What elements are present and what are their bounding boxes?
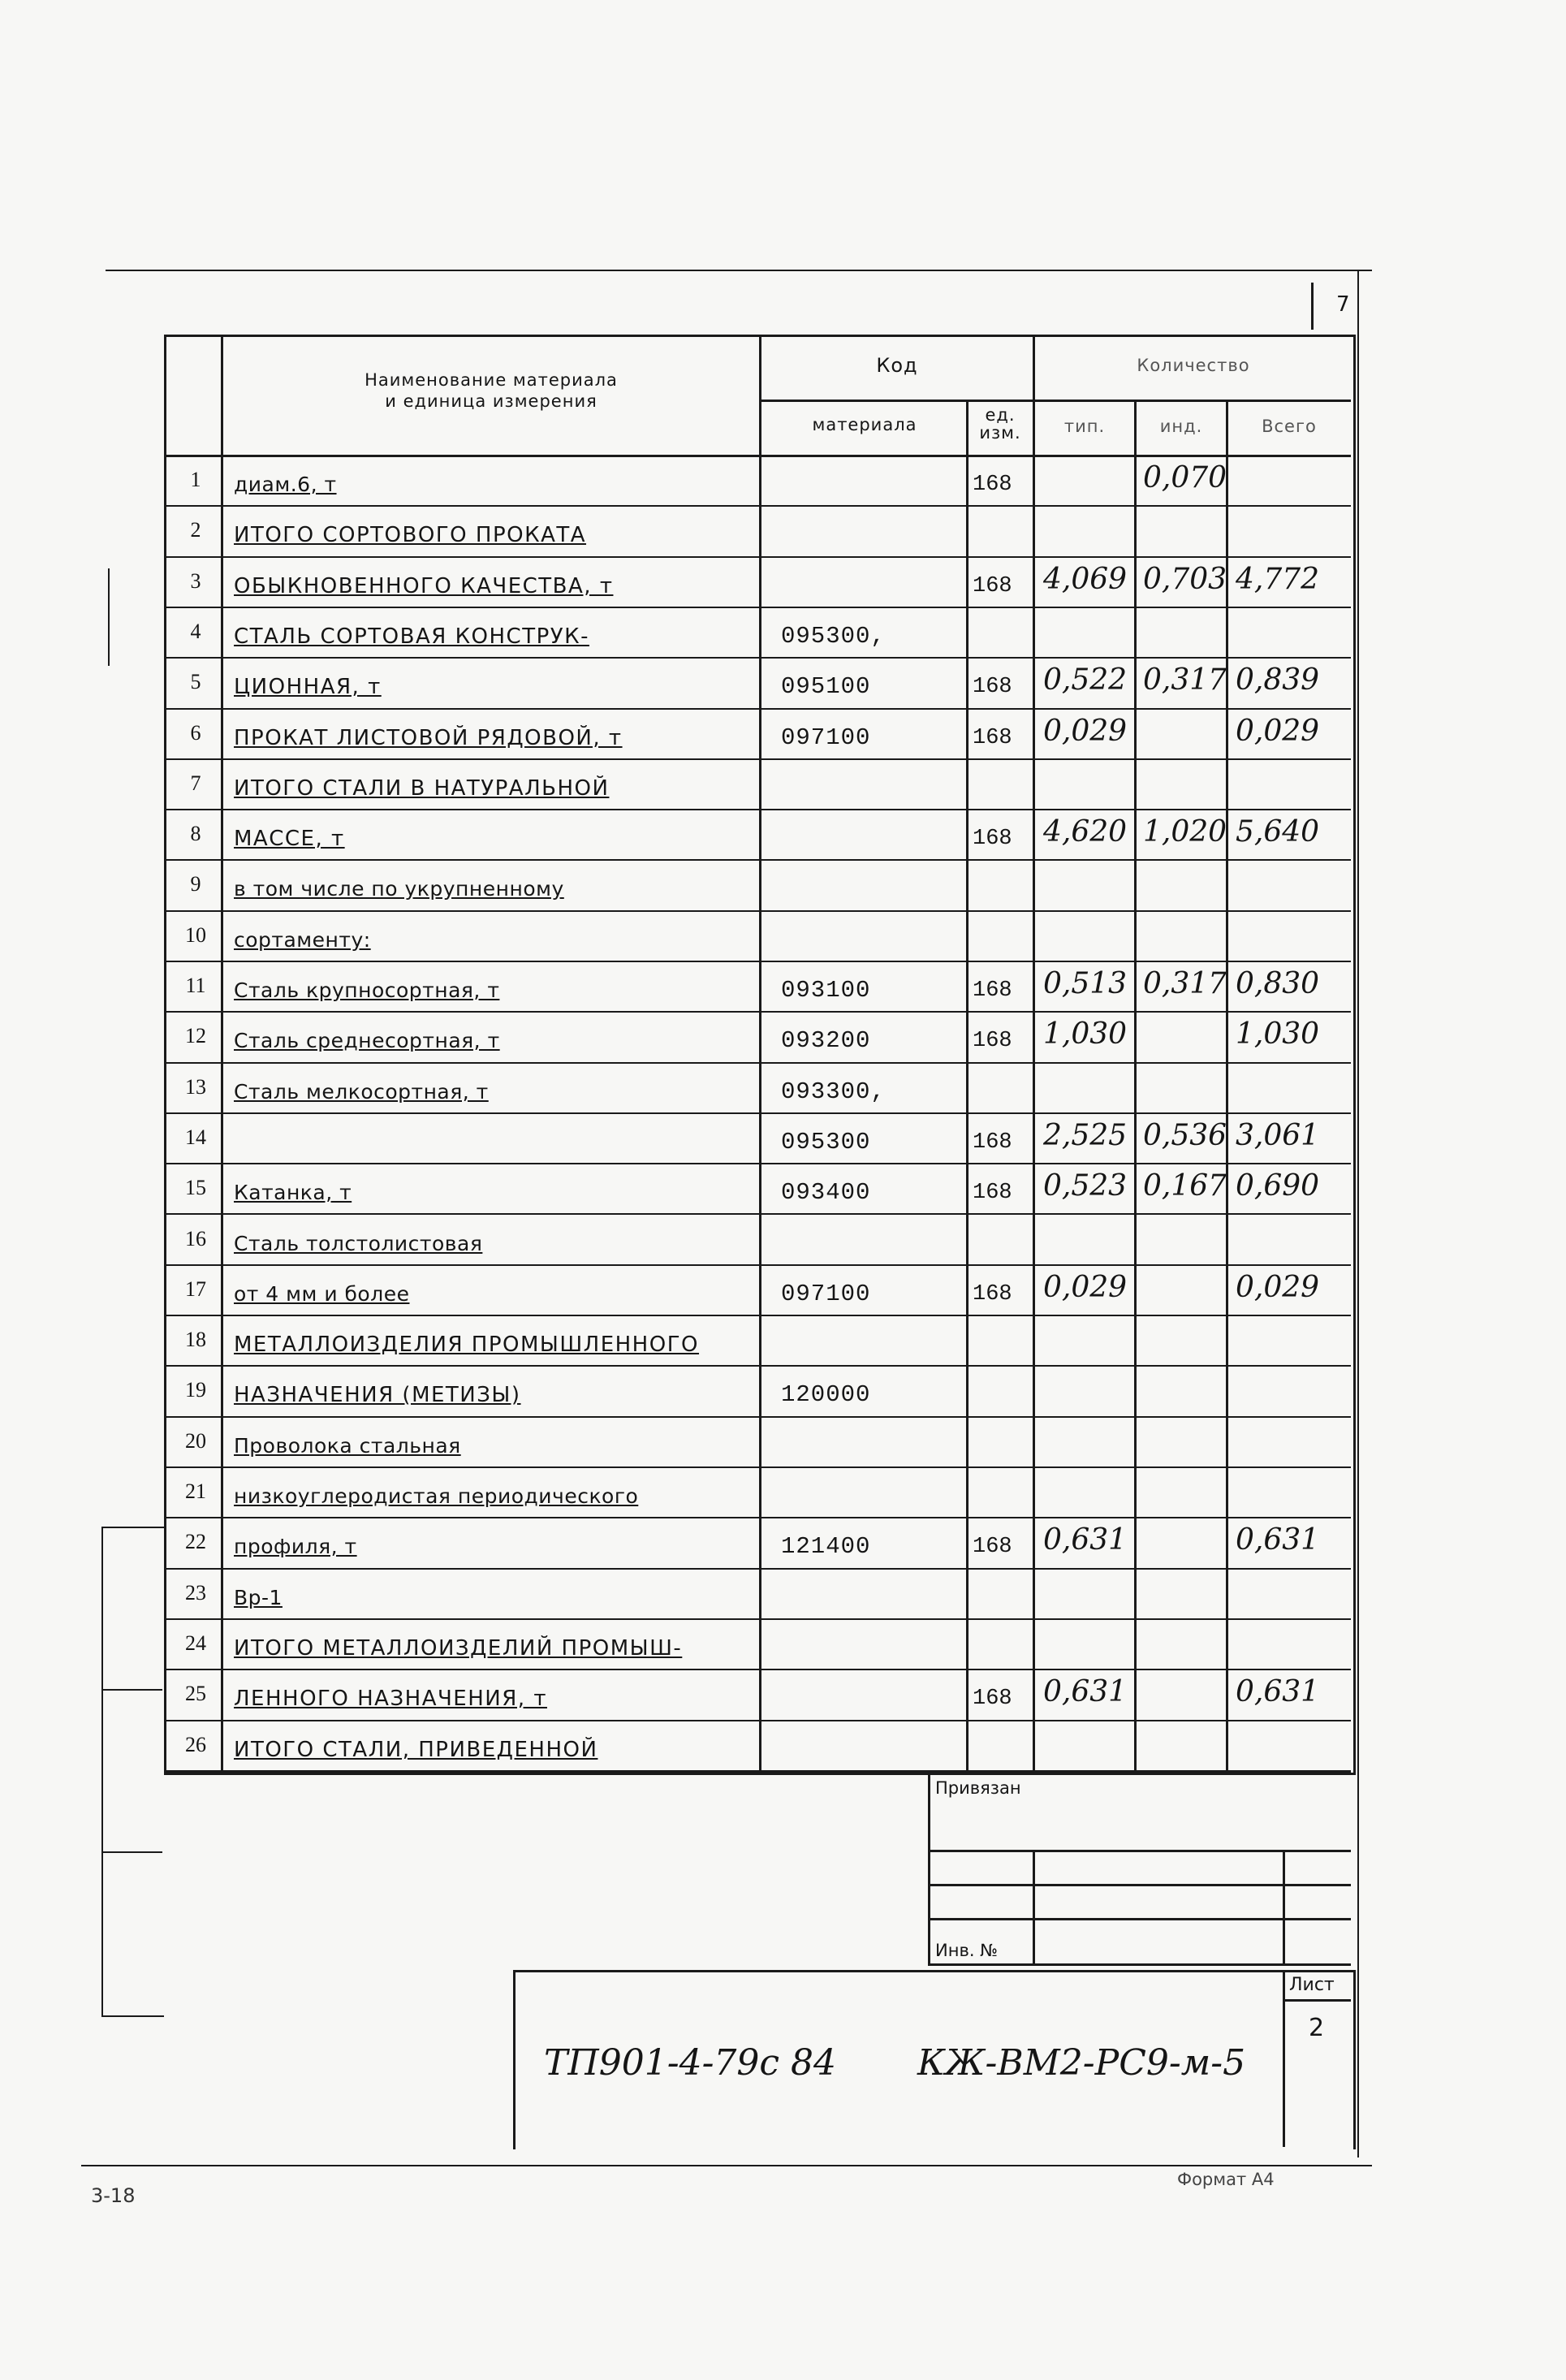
row-number: 5 (190, 670, 201, 693)
stamp-grid-col-2 (1283, 1850, 1285, 1963)
unit-code: 168 (973, 574, 1012, 598)
qty-tip: 1,030 (1043, 1017, 1128, 1051)
qty-ind: 0,317 (1143, 663, 1227, 697)
row-divider (164, 1365, 1351, 1367)
unit-code: 168 (973, 1181, 1012, 1205)
row-number: 26 (185, 1733, 206, 1756)
qty-total: 3,061 (1236, 1119, 1320, 1152)
material-name: МАССЕ, т (234, 827, 345, 851)
qty-ind: 0,703 (1143, 563, 1227, 596)
row-number: 16 (185, 1227, 206, 1250)
unit-code: 168 (973, 473, 1012, 497)
row-number: 15 (185, 1176, 206, 1199)
material-name: ИТОГО СОРТОВОГО ПРОКАТА (234, 523, 587, 547)
material-name: ИТОГО СТАЛИ, ПРИВЕДЕННОЙ (234, 1738, 598, 1762)
doc-code-left: ТП901-4-79с 84 (544, 2042, 837, 2084)
row-number: 20 (185, 1429, 206, 1453)
header-qty-total: Всего (1262, 417, 1317, 436)
sheet-label: Лист (1289, 1975, 1335, 1995)
unit-code: 168 (973, 1282, 1012, 1307)
privyazan-label: Привязан (935, 1778, 1021, 1798)
row-number: 7 (190, 771, 201, 795)
qty-total: 0,631 (1236, 1523, 1320, 1557)
row-divider (164, 505, 1351, 507)
row-number: 19 (185, 1378, 206, 1402)
right-border-line (1357, 270, 1359, 2158)
qty-tip: 0,029 (1043, 1271, 1128, 1304)
row-number: 13 (185, 1075, 206, 1099)
material-code: 093200 (781, 1027, 871, 1054)
unit-code: 168 (973, 1130, 1012, 1155)
material-name: Сталь крупносортная, т (234, 978, 500, 1002)
unit-code: 168 (973, 1029, 1012, 1053)
qty-total: 5,640 (1236, 815, 1320, 849)
stamp-grid-line-3 (928, 1918, 1351, 1920)
binding-line-1 (101, 1689, 162, 1691)
row-divider (164, 1213, 1351, 1215)
row-divider (164, 607, 1351, 608)
qty-total: 0,029 (1236, 1271, 1320, 1304)
row-divider (164, 556, 1351, 558)
row-divider (164, 1011, 1351, 1013)
material-name: Сталь среднесортная, т (234, 1029, 500, 1052)
header-bottom-line (164, 455, 1351, 457)
material-code: 095300 (781, 1129, 871, 1155)
qty-total: 0,631 (1236, 1675, 1320, 1708)
row-number: 11 (185, 974, 206, 997)
header-material-code: материала (812, 415, 917, 434)
row-divider (164, 1416, 1351, 1418)
material-name: Сталь толстолистовая (234, 1232, 483, 1255)
inv-label: Инв. № (935, 1941, 999, 1960)
bottom-border-line (81, 2165, 1372, 2166)
sheet-label-line (1283, 1999, 1351, 2002)
row-divider (164, 1618, 1351, 1620)
unit-code: 168 (973, 726, 1012, 750)
material-name: ЦИОННАЯ, т (234, 675, 382, 699)
unit-code: 168 (973, 827, 1012, 851)
header-name-col (227, 369, 755, 412)
material-name: низкоуглеродистая периодического (234, 1484, 639, 1508)
title-block-sheet-divider (1283, 1970, 1285, 2147)
unit-code: 168 (973, 1687, 1012, 1711)
row-divider (164, 1112, 1351, 1114)
row-divider (164, 1315, 1351, 1316)
qty-tip: 4,620 (1043, 815, 1128, 849)
header-qty-ind: инд. (1159, 417, 1203, 436)
stamp-grid-line-1 (928, 1850, 1351, 1852)
left-mark-line (108, 568, 110, 666)
row-divider (164, 1466, 1351, 1468)
row-number: 24 (185, 1631, 206, 1655)
stamp-grid-line-4 (928, 1963, 1351, 1966)
top-border-line (106, 270, 1372, 271)
qty-tip: 0,631 (1043, 1675, 1128, 1708)
qty-tip: 4,069 (1043, 563, 1128, 596)
row-number: 10 (185, 923, 206, 947)
material-code: 093300, (781, 1078, 886, 1105)
row-number: 1 (190, 468, 201, 491)
tip-col-divider (1134, 400, 1137, 1770)
row-number: 22 (185, 1530, 206, 1553)
material-name: Вр-1 (234, 1586, 283, 1609)
material-code: 121400 (781, 1533, 871, 1560)
material-name: профиля, т (234, 1535, 357, 1558)
stamp-grid-col-1 (1033, 1850, 1035, 1963)
header-name-line2: и единица измерения (385, 391, 597, 411)
material-name: Сталь мелкосортная, т (234, 1080, 489, 1104)
format-label: Формат А4 (1177, 2170, 1275, 2189)
row-divider (164, 1720, 1351, 1721)
material-name: сортаменту: (234, 928, 371, 952)
qty-total: 0,690 (1236, 1169, 1320, 1203)
row-divider (164, 1568, 1351, 1570)
qty-total: 4,772 (1236, 563, 1320, 596)
binding-strip (101, 1527, 164, 2017)
stamp-grid-line-2 (928, 1884, 1351, 1886)
header-quantity: Количество (1137, 356, 1250, 375)
qty-tip: 0,631 (1043, 1523, 1128, 1557)
qty-total: 1,030 (1236, 1017, 1320, 1051)
unit-code: 168 (973, 1535, 1012, 1559)
row-number: 4 (190, 620, 201, 643)
row-number: 25 (185, 1682, 206, 1705)
material-code: 097100 (781, 724, 871, 751)
row-number: 21 (185, 1479, 206, 1503)
rownum-col-divider (221, 335, 223, 1770)
row-divider (164, 1669, 1351, 1670)
corner-mark: 3-18 (91, 2184, 136, 2207)
row-number: 12 (185, 1024, 206, 1047)
material-name: ОБЫКНОВЕННОГО КАЧЕСТВА, т (234, 574, 614, 598)
row-number: 14 (185, 1125, 206, 1149)
row-divider (164, 1062, 1351, 1064)
name-col-divider (759, 335, 761, 1770)
qty-tip: 0,029 (1043, 715, 1128, 748)
unit-code: 168 (973, 675, 1012, 699)
qty-total: 0,839 (1236, 663, 1320, 697)
row-number: 9 (190, 872, 201, 896)
row-divider (164, 657, 1351, 659)
row-number: 23 (185, 1581, 206, 1605)
qty-ind: 0,167 (1143, 1169, 1227, 1203)
qty-total: 0,029 (1236, 715, 1320, 748)
material-code: 093100 (781, 977, 871, 1004)
qty-total: 0,830 (1236, 967, 1320, 1000)
material-name: диам.6, т (234, 473, 337, 496)
row-number: 17 (185, 1277, 206, 1301)
qty-tip: 2,525 (1043, 1119, 1128, 1152)
stamp-top-line (164, 1770, 1351, 1773)
qty-tip: 0,522 (1043, 663, 1128, 697)
row-number: 2 (190, 518, 201, 542)
sheet-number: 2 (1309, 2014, 1325, 2042)
qty-ind: 0,536 (1143, 1119, 1227, 1152)
material-code: 120000 (781, 1381, 871, 1408)
material-name: ИТОГО МЕТАЛЛОИЗДЕЛИЙ ПРОМЫШ- (234, 1636, 683, 1661)
material-name: ЛЕННОГО НАЗНАЧЕНИЯ, т (234, 1687, 547, 1711)
qty-ind: 1,020 (1143, 815, 1227, 849)
unit-code: 168 (973, 978, 1012, 1003)
doc-code-right: КЖ-ВМ2-РС9-м-5 (917, 2042, 1246, 2084)
material-code: 095100 (781, 673, 871, 700)
row-divider (164, 910, 1351, 912)
row-divider (164, 758, 1351, 760)
material-code: 095300, (781, 623, 886, 650)
qty-ind: 0,070 (1143, 461, 1227, 495)
header-split-line (759, 400, 1351, 402)
header-name-line1: Наименование материала (365, 370, 618, 390)
header-unit-code (969, 406, 1032, 442)
material-name: СТАЛЬ СОРТОВАЯ КОНСТРУК- (234, 624, 589, 649)
header-code: Код (876, 354, 918, 377)
material-code: 093400 (781, 1179, 871, 1206)
binding-line-2 (101, 1851, 162, 1853)
material-name: НАЗНАЧЕНИЯ (МЕТИЗЫ) (234, 1383, 521, 1407)
row-number: 3 (190, 569, 201, 593)
row-divider (164, 1264, 1351, 1266)
material-name: Катанка, т (234, 1181, 352, 1204)
row-number: 6 (190, 721, 201, 745)
material-name: МЕТАЛЛОИЗДЕЛИЯ ПРОМЫШЛЕННОГО (234, 1333, 700, 1357)
page-number-box (1311, 283, 1362, 330)
stamp-left-divider (928, 1770, 930, 1963)
qty-tip: 0,513 (1043, 967, 1128, 1000)
row-number: 8 (190, 822, 201, 845)
header-unit-line1: ед. (985, 405, 1016, 425)
code-col-divider (1033, 335, 1035, 1770)
material-name: от 4 мм и более (234, 1282, 410, 1306)
material-code: 097100 (781, 1281, 871, 1307)
header-unit-line2: изм. (979, 423, 1021, 443)
ind-col-divider (1226, 400, 1228, 1770)
row-divider (164, 1163, 1351, 1164)
material-name: Проволока стальная (234, 1434, 461, 1458)
row-divider (164, 708, 1351, 710)
row-divider (164, 859, 1351, 861)
material-name: ИТОГО СТАЛИ В НАТУРАЛЬНОЙ (234, 776, 610, 801)
row-number: 18 (185, 1328, 206, 1351)
row-divider (164, 1517, 1351, 1518)
header-qty-tip: тип. (1063, 417, 1106, 436)
page-number: 7 (1336, 292, 1350, 317)
material-name: в том числе по укрупненному (234, 877, 564, 901)
qty-ind: 0,317 (1143, 967, 1227, 1000)
row-divider (164, 961, 1351, 962)
row-divider (164, 809, 1351, 810)
qty-tip: 0,523 (1043, 1169, 1128, 1203)
material-name: ПРОКАТ ЛИСТОВОЙ РЯДОВОЙ, т (234, 726, 623, 750)
unit-col-divider (966, 400, 969, 1770)
